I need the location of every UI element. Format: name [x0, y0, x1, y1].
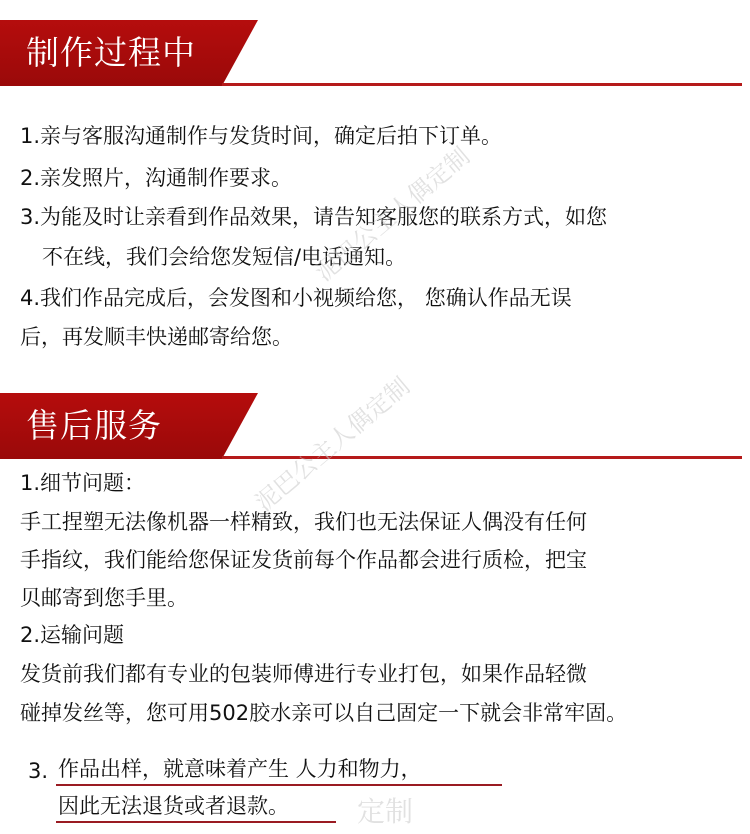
process-line-4: 4.我们作品完成后，会发图和小视频给您， 您确认作品无误: [20, 286, 572, 310]
process-line-2: 2.亲发照片，沟通制作要求。: [20, 166, 293, 190]
after-sales-line-7: 碰掉发丝等，您可用502胶水亲可以自己固定一下就会非常牢固。: [20, 701, 628, 725]
after-sales-line-6: 发货前我们都有专业的包装师傅进行专业打包，如果作品轻微: [20, 662, 587, 686]
process-line-1: 1.亲与客服沟通制作与发货时间，确定后拍下订单。: [20, 124, 503, 148]
section-title-after-sales: 售后服务: [26, 406, 162, 445]
after-sales-line-5: 2.运输问题: [20, 623, 125, 647]
section-banner-production: [0, 20, 750, 86]
section-title-production: 制作过程中: [26, 33, 196, 72]
banner-divider: [222, 456, 742, 459]
process-line-3-continued: 不在线，我们会给您发短信/电话通知。: [42, 245, 407, 269]
watermark: 泥巴公主人偶定制: [310, 141, 476, 287]
notice-underline-2: [56, 821, 336, 823]
banner-divider: [222, 83, 742, 86]
process-line-4-continued: 后，再发顺丰快递邮寄给您。: [20, 325, 293, 349]
after-sales-line-3: 手指纹，我们能给您保证发货前每个作品都会进行质检，把宝: [20, 548, 587, 572]
notice-number: 3.: [28, 759, 49, 783]
after-sales-line-4: 贝邮寄到您手里。: [20, 586, 188, 610]
section-banner-after-sales: [0, 393, 750, 459]
notice-underline-1: [56, 784, 502, 786]
process-line-3: 3.为能及时让亲看到作品效果，请告知客服您的联系方式，如您: [20, 205, 608, 229]
after-sales-line-1: 1.细节问题：: [20, 471, 146, 495]
notice-line-2: 因此无法退货或者退款。: [58, 794, 289, 818]
after-sales-line-2: 手工捏塑无法像机器一样精致，我们也无法保证人偶没有任何: [20, 510, 587, 534]
notice-line-1: 作品出样，就意味着产生 人力和物力，: [58, 757, 422, 781]
watermark: 定制: [357, 795, 414, 828]
watermark: 泥巴公主人偶定制: [250, 371, 416, 517]
